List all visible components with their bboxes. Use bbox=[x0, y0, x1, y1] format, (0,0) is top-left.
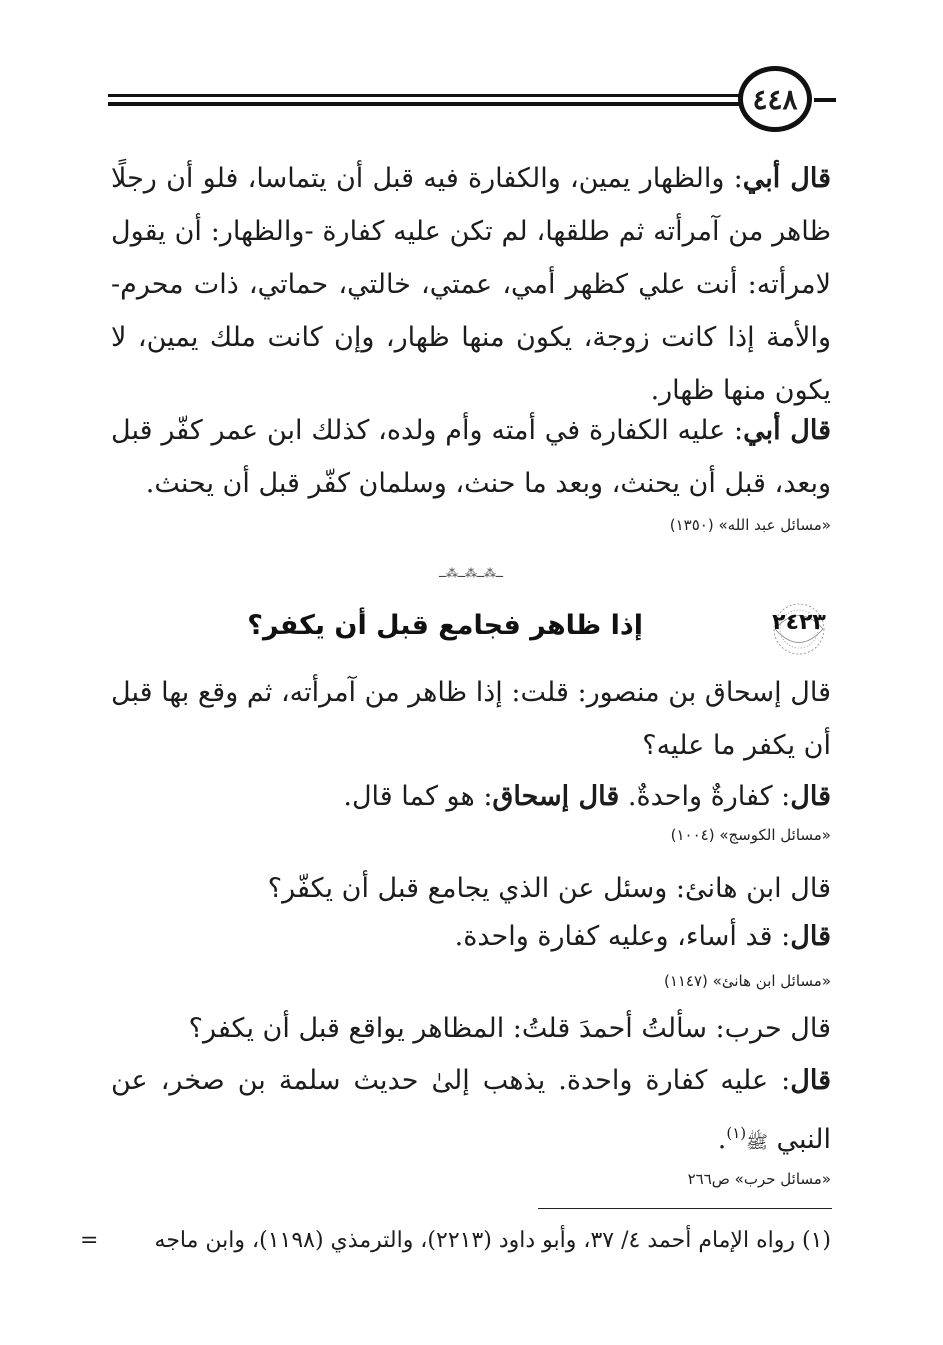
paragraph-text: . bbox=[717, 1124, 727, 1155]
paragraph bbox=[111, 404, 831, 510]
source-citation: «مسائل حرب» ص٢٦٦ bbox=[687, 1170, 831, 1188]
source-citation-row bbox=[111, 972, 831, 994]
paragraph bbox=[111, 910, 831, 963]
paragraph-text: : هو كما قال. bbox=[343, 781, 493, 812]
footnote-marker[interactable]: (١) bbox=[726, 1124, 747, 1142]
footnote-continuation-mark: = bbox=[80, 1228, 99, 1253]
salutation-glyph: ﷺ bbox=[746, 1132, 768, 1153]
paragraph bbox=[111, 666, 831, 772]
paragraph-text: قال حرب: سألتُ أحمدَ قلتُ: المظاهر يواقع قبل أن يكفر؟ bbox=[188, 1013, 831, 1044]
source-citation: «مسائل الكوسج» (١٠٠٤) bbox=[670, 826, 831, 844]
paragraph bbox=[111, 770, 831, 823]
paragraph bbox=[111, 1054, 831, 1169]
header-rule bbox=[108, 94, 740, 97]
paragraph bbox=[111, 862, 831, 915]
speaker-label: قال bbox=[790, 1065, 831, 1096]
source-citation: «مسائل عبد الله» (١٣٥٠) bbox=[669, 516, 831, 534]
paragraph bbox=[111, 1002, 831, 1055]
paragraph-text: : عليه كفارة واحدة. يذهب إلىٰ حديث سلمة بن صخر، عن النبي bbox=[111, 1065, 831, 1155]
speaker-label: قال أبي bbox=[742, 163, 832, 194]
source-citation-row bbox=[111, 826, 831, 848]
header-rule bbox=[108, 102, 740, 106]
paragraph-text: : قد أساء، وعليه كفارة واحدة. bbox=[454, 921, 791, 952]
paragraph-text: : كفارةٌ واحدةٌ. bbox=[627, 781, 791, 812]
section-number: ٢٤٢٣ bbox=[772, 610, 826, 635]
source-citation-row bbox=[111, 1170, 831, 1192]
paragraph-text: قال ابن هانئ: وسئل عن الذي يجامع قبل أن يكفّر؟ bbox=[267, 873, 831, 904]
section-number-badge bbox=[763, 600, 835, 658]
header-rule bbox=[814, 98, 836, 102]
speaker-label: قال أبي bbox=[743, 415, 831, 446]
source-citation: «مسائل ابن هانئ» (١١٤٧) bbox=[663, 972, 831, 990]
paragraph bbox=[111, 152, 831, 417]
footnote bbox=[101, 1224, 831, 1258]
source-citation-row bbox=[111, 516, 831, 538]
footnote-number: (١) bbox=[801, 1228, 831, 1253]
footnote-text: رواه الإمام أحمد ٤/ ٣٧، وأبو داود (٢٢١٣)، والترمذي (١١٩٨)، وابن ماجه bbox=[154, 1228, 795, 1253]
page-number: ٤٤٨ bbox=[738, 66, 812, 132]
speaker-label: قال إسحاق bbox=[492, 781, 620, 812]
paragraph-text: : عليه الكفارة في أمته وأم ولده، كذلك ابن عمر كفّر قبل وبعد، قبل أن يحنث، وبعد ما حنث، وسلمان كفّر قبل أن يحنث. bbox=[111, 415, 831, 499]
paragraph-text: : والظهار يمين، والكفارة فيه قبل أن يتماسا، فلو أن رجلًا ظاهر من آمرأته ثم طلقها، لم تكن عليه كفارة -والظهار: أن يقول لامرأته: أنت علي كظهر أمي، عمتي، خالتي، حماتي، ذات محرم- والأمة إذا كانت زوجة، يكون منها ظهار، وإن كانت ملك يمين، لا يكون منها ظهار. bbox=[111, 163, 831, 406]
section-title: إذا ظاهر فجامع قبل أن يكفر؟ bbox=[247, 610, 643, 641]
section-divider-ornament: ــ⁂ــ⁂ــ⁂ــ bbox=[438, 566, 504, 580]
paragraph-text: قال إسحاق بن منصور: قلت: إذا ظاهر من آمرأته، ثم وقع بها قبل أن يكفر ما عليه؟ bbox=[111, 677, 831, 761]
footnote-rule bbox=[538, 1208, 832, 1209]
speaker-label: قال bbox=[790, 921, 831, 952]
speaker-label: قال bbox=[790, 781, 831, 812]
